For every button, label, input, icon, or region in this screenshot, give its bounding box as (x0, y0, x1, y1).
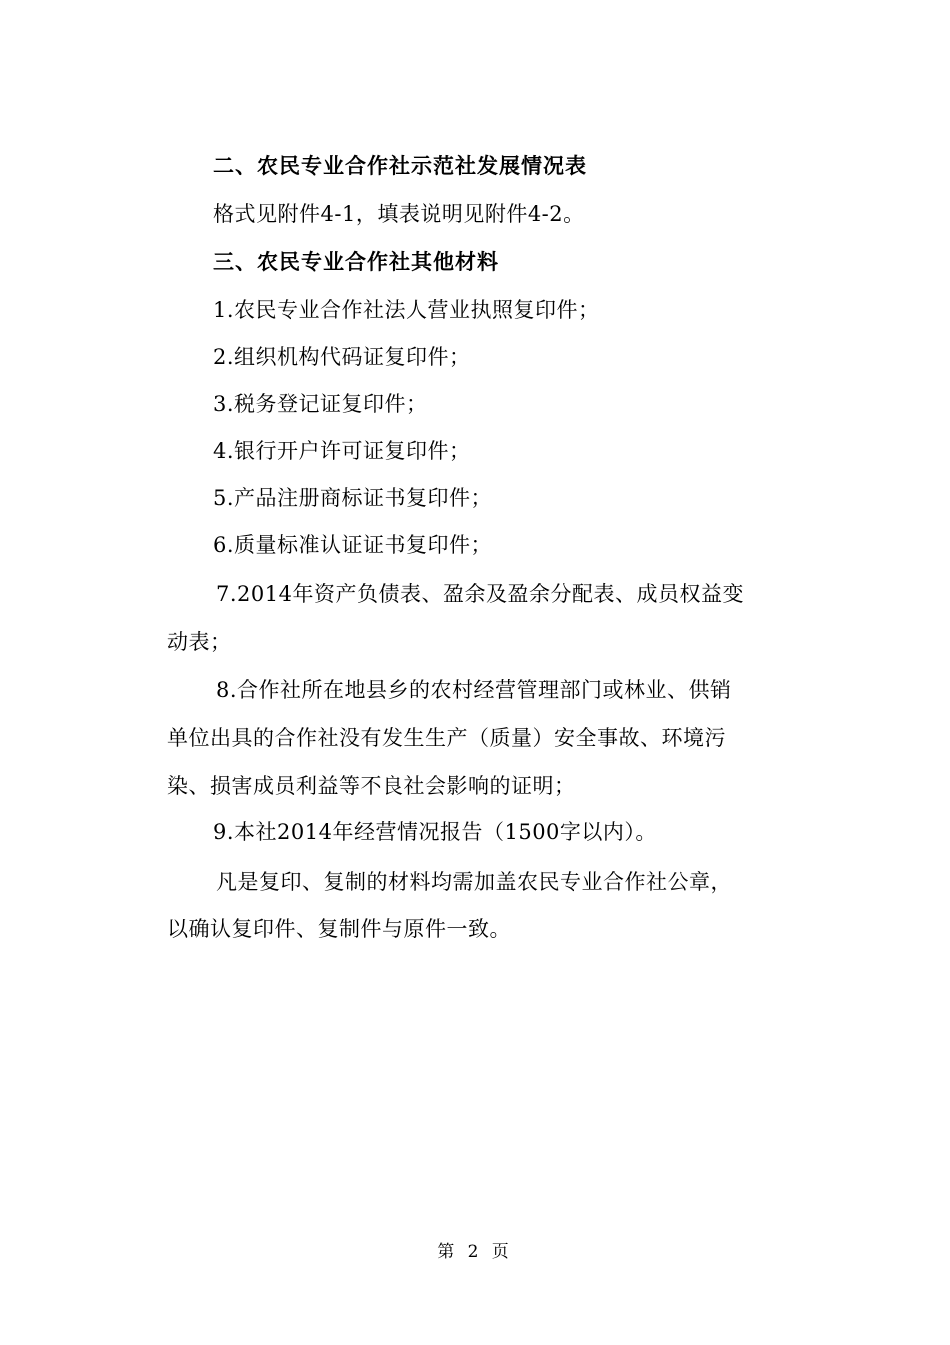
list-item-7-line-1: 7.2014年资产负债表、盈余及盈余分配表、成员权益变 (216, 582, 744, 606)
list-item-6: 6.质量标准认证证书复印件； (213, 533, 493, 557)
list-item-7-line-2: 动表； (167, 630, 232, 654)
section-3-title: 三、农民专业合作社其他材料 (213, 250, 499, 274)
list-item-8-line-3: 染、损害成员利益等不良社会影响的证明； (167, 774, 576, 798)
list-item-3: 3.税务登记证复印件； (213, 392, 428, 416)
list-item-5: 5.产品注册商标证书复印件； (213, 486, 493, 510)
list-item-4: 4.银行开户许可证复印件； (213, 439, 471, 463)
list-item-8-line-1: 8.合作社所在地县乡的农村经营管理部门或林业、供销 (216, 678, 732, 702)
list-item-2: 2.组织机构代码证复印件； (213, 345, 471, 369)
page-number: 第 2 页 (437, 1242, 513, 1262)
section-2-body: 格式见附件4-1，填表说明见附件4-2。 (213, 202, 585, 226)
list-item-9: 9.本社2014年经营情况报告（1500字以内）。 (213, 820, 657, 844)
section-2-title: 二、农民专业合作社示范社发展情况表 (213, 154, 587, 178)
list-item-1: 1.农民专业合作社法人营业执照复印件； (213, 298, 600, 322)
list-item-8-line-2: 单位出具的合作社没有发生生产（质量）安全事故、环境污 (167, 726, 726, 750)
note-line-2: 以确认复印件、复制件与原件一致。 (167, 917, 511, 941)
note-line-1: 凡是复印、复制的材料均需加盖农民专业合作社公章， (216, 870, 732, 894)
